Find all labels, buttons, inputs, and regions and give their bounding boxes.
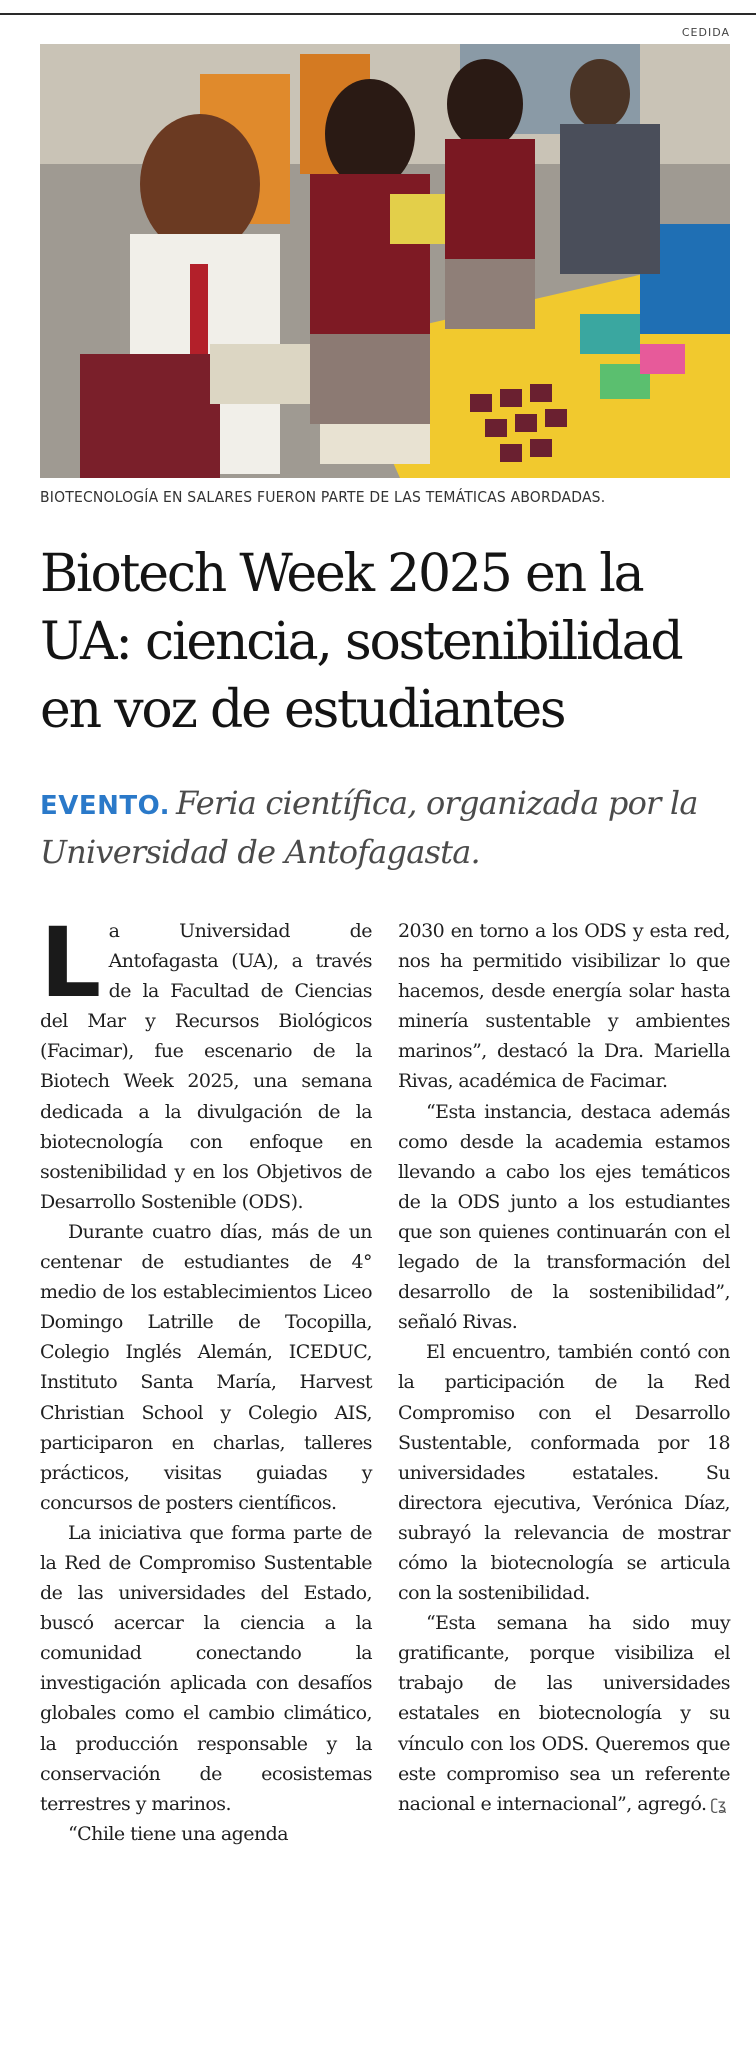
top-rule xyxy=(0,13,756,15)
paragraph xyxy=(398,1608,730,1820)
column-2 xyxy=(398,916,730,1849)
dek-text: Feria científica, organizada por la Universidad de Antofagasta. xyxy=(40,784,698,871)
paragraph: La iniciativa que forma parte de la Red de Compromiso Sustentable de las universidades del Estado, buscó acercar la ciencia a la comunidad conectando la investigación aplicada con desafíos globales como el cambio climático, la producción responsable y la conservación de ecosistemas terrestres y marinos. xyxy=(40,1521,372,1815)
paragraph: El encuentro, también contó con la participación de la Red Compromiso con el Desarrollo Sustentable, conformada por 18 universidades estatales. Su directora ejecutiva, Verónica Díaz, subrayó la relevancia de mostrar cómo la biotecnología se articula con la sostenibilidad. xyxy=(398,1341,730,1605)
dek xyxy=(40,780,730,875)
photo-students-biotech-fair-icon xyxy=(40,44,730,478)
column-1 xyxy=(40,907,372,1849)
article-body xyxy=(40,907,730,1849)
paragraph: “Esta instancia, destaca además como desde la academia estamos llevando a cabo los ejes temáticos de la ODS junto a los estudiantes que son quienes continuarán con el legado de la transformación del desarrollo de la sostenibilidad”, señaló Rivas. xyxy=(398,1100,730,1334)
paragraph: Durante cuatro días, más de un centenar de estudiantes de 4° medio de los establecimientos Liceo Domingo Latrille de Tocopilla, Colegio Inglés Alemán, ICEDUC, Instituto Santa María, Harvest Christian School y Colegio AIS, participaron en charlas, talleres prácticos, visitas guiadas y concursos de posters científicos. xyxy=(40,1220,372,1514)
paragraph: 2030 en torno a los ODS y esta red, nos ha permitido visibilizar lo que hacemos, desde energía solar hasta minería sustentable y ambientes marinos”, destacó la Dra. Mariella Rivas, académica de Facimar. xyxy=(398,920,730,1093)
drop-cap: L xyxy=(40,907,101,1019)
end-mark-icon: ⁠ʗʓ xyxy=(710,1795,726,1814)
headline: Biotech Week 2025 en la UA: ciencia, sostenibilidad en voz de estudiantes xyxy=(40,544,682,740)
paragraph-text: “Esta semana ha sido muy gratificante, porque visibiliza el trabajo de las universidades estatales en biotecnología y su vínculo con los ODS. Queremos que este compromiso sea un referente nacional e internacional”, agregó. xyxy=(398,1612,730,1815)
section-kicker: EVENTO. xyxy=(40,791,171,821)
paragraph-text: a Universidad de Antofagasta (UA), a través de la Facultad de Ciencias del Mar y Recursos Biológicos (Facimar), fue escenario de la Biotech Week 2025, una semana dedicada a la divulgación de la biotecnología con enfoque en sostenibilidad y en los Objetivos de Desarrollo Sostenible (ODS). xyxy=(40,920,372,1213)
photo-caption: BIOTECNOLOGÍA EN SALARES FUERON PARTE DE LAS TEMÁTICAS ABORDADAS. xyxy=(40,488,606,506)
article-photo xyxy=(40,44,730,478)
photo-credit: CEDIDA xyxy=(681,26,730,39)
paragraph: “Chile tiene una agenda xyxy=(68,1822,289,1845)
paragraph xyxy=(40,907,372,1217)
